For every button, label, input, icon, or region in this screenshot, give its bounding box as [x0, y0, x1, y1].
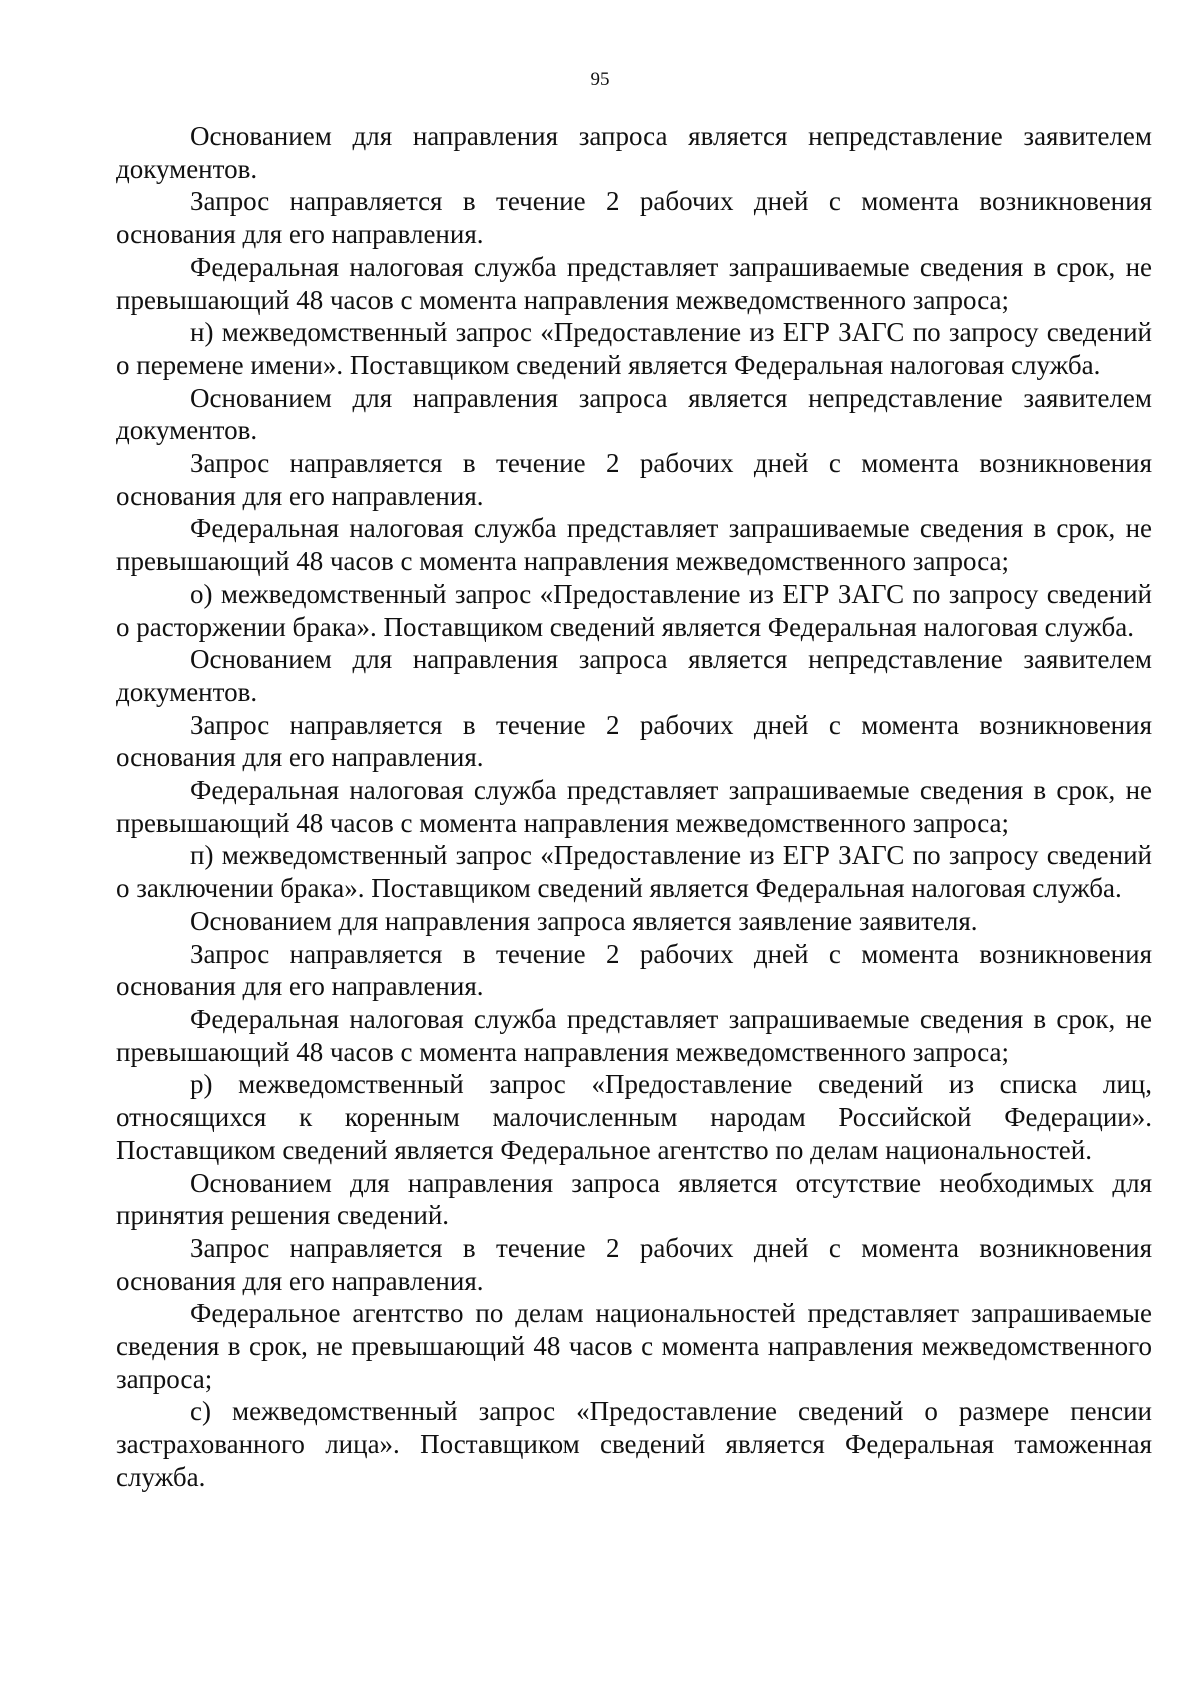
paragraph: Федеральная налоговая служба представляет запрашиваемые сведения в срок, не превышающий 48 часов с момента направления межведомственного запроса; — [116, 1003, 1152, 1067]
paragraph: Запрос направляется в течение 2 рабочих дней с момента возникновения основания для его направления. — [116, 186, 1152, 250]
paragraph: Основанием для направления запроса является непредставление заявителем документов. — [116, 644, 1152, 707]
paragraph: Федеральная налоговая служба представляет запрашиваемые сведения в срок, не превышающий 48 часов с момента направления межведомственного запроса; — [116, 513, 1152, 577]
paragraph: Федеральное агентство по делам национальностей представляет запрашиваемые сведения в срок, не превышающий 48 часов с момента направления межведомственного запроса; — [116, 1298, 1152, 1394]
list-item-p: п) межведомственный запрос «Предоставление из ЕГР ЗАГС по запросу сведений о заключении брака». Поставщиком сведений является Федеральная налоговая служба. — [116, 840, 1152, 904]
document-body — [116, 120, 1152, 1494]
paragraph: Запрос направляется в течение 2 рабочих дней с момента возникновения основания для его направления. — [116, 938, 1152, 1002]
paragraph: Федеральная налоговая служба представляет запрашиваемые сведения в срок, не превышающий 48 часов с момента направления межведомственного запроса; — [116, 251, 1152, 315]
paragraph: Федеральная налоговая служба представляет запрашиваемые сведения в срок, не превышающий 48 часов с момента направления межведомственного запроса; — [116, 775, 1152, 838]
paragraph: Основанием для направления запроса является заявление заявителя. — [190, 905, 978, 936]
paragraph: Основанием для направления запроса является отсутствие необходимых для принятия решения сведений. — [116, 1167, 1152, 1231]
list-item-o: о) межведомственный запрос «Предоставление из ЕГР ЗАГС по запросу сведений о расторжении брака». Поставщиком сведений является Федеральная налоговая служба. — [116, 578, 1152, 642]
paragraph: Запрос направляется в течение 2 рабочих дней с момента возникновения основания для его направления. — [116, 1232, 1152, 1296]
page-number: 95 — [590, 69, 610, 90]
paragraph: Запрос направляется в течение 2 рабочих дней с момента возникновения основания для его направления. — [116, 448, 1152, 511]
list-item-n: н) межведомственный запрос «Предоставление из ЕГР ЗАГС по запросу сведений о перемене имени». Поставщиком сведений является Федеральная налоговая служба. — [116, 317, 1152, 380]
paragraph: Основанием для направления запроса является непредставление заявителем документов. — [116, 121, 1152, 184]
list-item-r: р) межведомственный запрос «Предоставление сведений из списка лиц, относящихся к коренным малочисленным народам Российской Федерации». Поставщиком сведений является Федеральное агентство по делам национальностей. — [116, 1069, 1152, 1165]
paragraph: Основанием для направления запроса является непредставление заявителем документов. — [116, 382, 1152, 446]
list-item-s: с) межведомственный запрос «Предоставление сведений о размере пенсии застрахованного лица». Поставщиком сведений является Федеральная таможенная служба. — [116, 1396, 1152, 1492]
paragraph: Запрос направляется в течение 2 рабочих дней с момента возникновения основания для его направления. — [116, 709, 1152, 773]
